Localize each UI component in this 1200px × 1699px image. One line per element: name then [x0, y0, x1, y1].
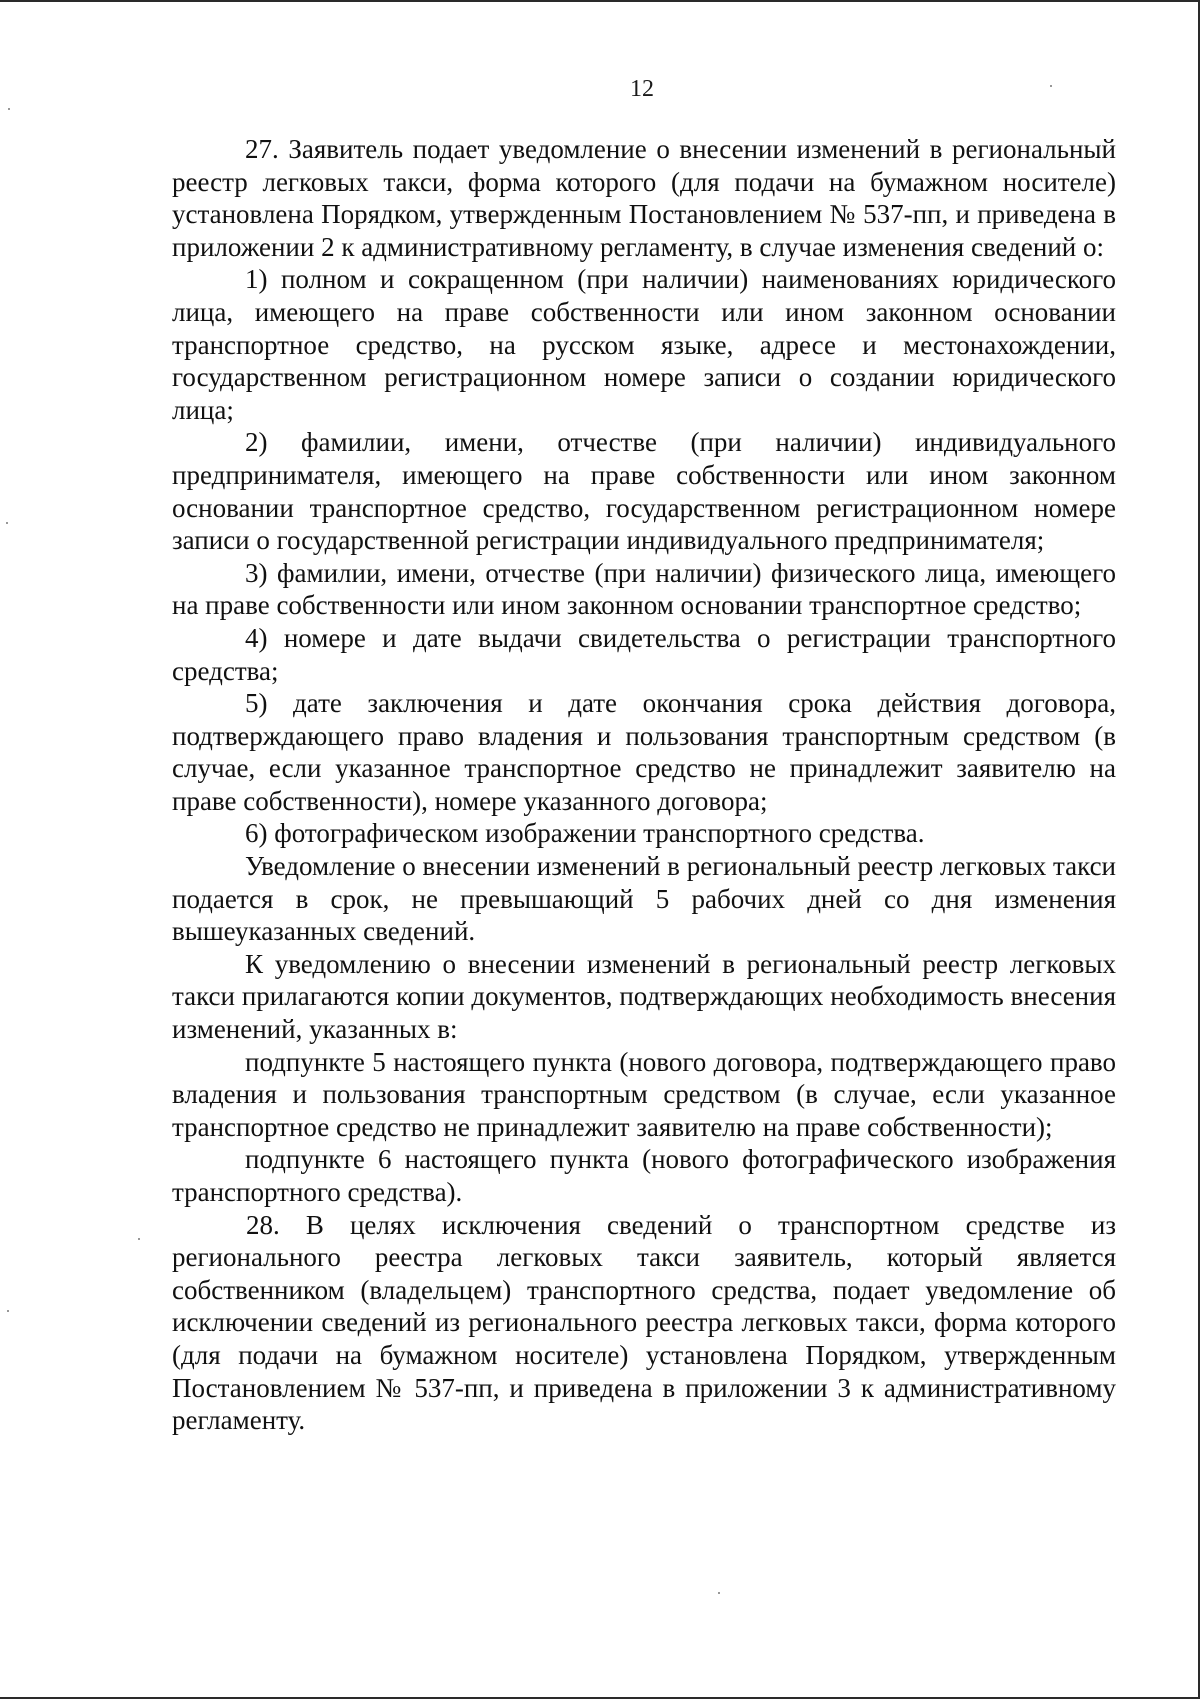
scan-speck [7, 1310, 9, 1312]
paragraph-deadline: Уведомление о внесении изменений в региональный реестр легковых такси подается в срок, не превышающий 5 рабочих дней со дня изменения вышеуказанных сведений. [172, 851, 1116, 947]
list-item-4: 4) номере и дате выдачи свидетельства о регистрации транспортного средства; [172, 622, 1116, 686]
subparagraph-5-ref: подпункте 5 настоящего пункта (нового договора, подтверждающего право владения и пользования транспортным средством (в случае, если указанное транспортное средство не принадлежит заявителю на праве собственности); [172, 1046, 1116, 1142]
scan-speck [8, 108, 10, 110]
list-item-6: 6) фотографическом изображении транспортного средства. [245, 818, 925, 849]
subparagraph-6-ref: подпункте 6 настоящего пункта (нового фотографического изображения транспортного средства). [172, 1144, 1116, 1207]
scan-speck [1050, 85, 1052, 87]
scan-speck [6, 522, 8, 524]
page-number: 12 [630, 76, 654, 102]
paragraph-28: 28. В целях исключения сведений о транспортном средстве из регионального реестра легковых такси заявитель, который является собственником (владельцем) транспортного средства, подает уведомление об исключении сведений из регионального реестра легковых такси, форма которого (для подачи на бумажном носителе) установлена Порядком, утвержденным Постановлением № 537-пп, и приведена в приложении 3 к административному регламенту. [172, 1209, 1116, 1436]
scan-speck [718, 1592, 720, 1594]
paragraph-27: 27. Заявитель подает уведомление о внесении изменений в региональный реестр легковых такси, форма которого (для подачи на бумажном носителе) установлена Порядком, утвержденным Постановлением № 537-пп, и приведена в приложении 2 к административному регламенту, в случае изменения сведений о: [172, 134, 1116, 262]
list-item-1: 1) полном и сокращенном (при наличии) наименованиях юридического лица, имеющего на праве собственности или ином законном основании транспортное средство, на русском языке, адресе и местонахождении, государственном регистрационном номере записи о создании юридического лица; [172, 264, 1116, 425]
scan-border-top [0, 0, 1200, 2]
list-item-2: 2) фамилии, имени, отчестве (при наличии) индивидуального предпринимателя, имеющего на праве собственности или ином законном основании транспортное средство, государственном регистрационном номере записи о государственной регистрации индивидуального предпринимателя; [172, 427, 1116, 556]
list-item-3: 3) фамилии, имени, отчестве (при наличии) физического лица, имеющего на праве собственности или ином законном основании транспортное средство; [172, 557, 1116, 621]
list-item-5: 5) дате заключения и дате окончания срока действия договора, подтверждающего право владения и пользования транспортным средством (в случае, если указанное транспортное средство не принадлежит заявителю на праве собственности), номере указанного договора; [172, 688, 1116, 816]
paragraph-attachments: К уведомлению о внесении изменений в региональный реестр легковых такси прилагаются копии документов, подтверждающих необходимость внесения изменений, указанных в: [172, 948, 1116, 1045]
document-body [172, 133, 1116, 1437]
scan-speck [138, 1238, 140, 1240]
